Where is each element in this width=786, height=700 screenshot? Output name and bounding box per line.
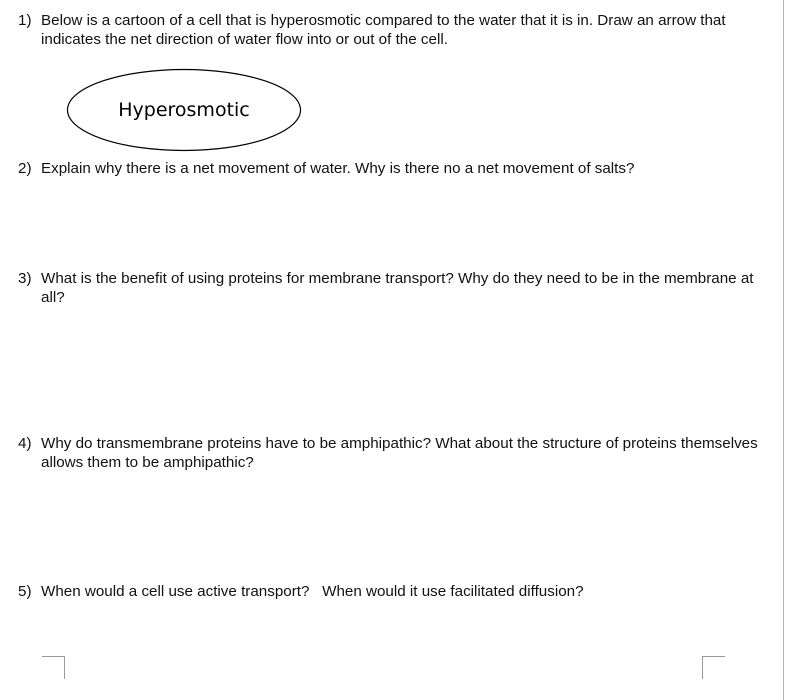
question-text: Explain why there is a net movement of water. Why is there no a net movement of salts? [41,160,635,177]
crop-mark-right [702,656,725,679]
question-number: 5) [18,583,32,600]
question-text: Why do transmembrane proteins have to be amphipathic? What about the structure of proteins themselves allows them to be amphipathic? [41,435,758,471]
question-5 [18,582,758,601]
cell-label: Hyperosmotic [118,99,250,121]
question-text: When would a cell use active transport? When would it use facilitated diffusion? [41,583,584,600]
question-3 [18,269,758,307]
question-number: 2) [18,160,32,177]
question-number: 3) [18,270,32,287]
crop-mark-left [42,656,65,679]
question-number: 1) [18,12,32,29]
question-number: 4) [18,435,32,452]
question-4 [18,434,758,472]
question-1 [18,11,758,49]
page-edge [783,0,784,700]
question-text: What is the benefit of using proteins for membrane transport? Why do they need to be in the membrane at all? [41,270,754,306]
question-text: Below is a cartoon of a cell that is hyperosmotic compared to the water that it is in. Draw an arrow that indicates the net direction of water flow into or out of the cell. [41,12,726,48]
question-2 [18,159,758,178]
